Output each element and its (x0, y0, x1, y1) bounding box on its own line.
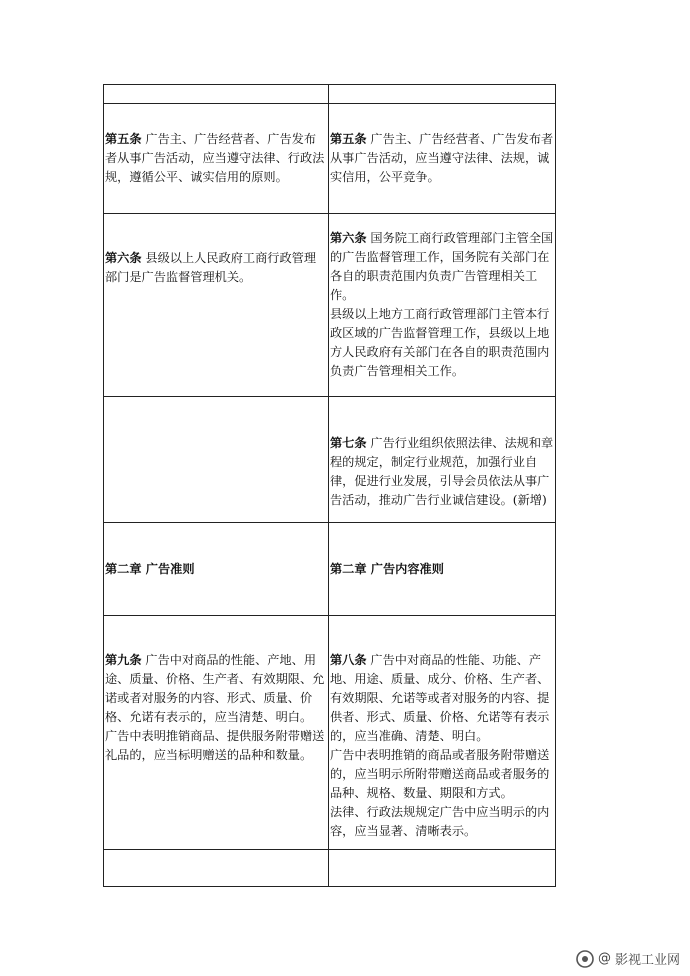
cell-right (329, 850, 556, 887)
cell-right (329, 214, 556, 397)
cell-left (104, 104, 329, 214)
cell-left (104, 85, 329, 104)
cell-left (104, 397, 329, 523)
chapter-heading: 第二章 广告准则 (105, 561, 195, 576)
table-row (104, 214, 556, 397)
cell-right (329, 616, 556, 850)
watermark (576, 949, 680, 968)
cell-right (329, 523, 556, 616)
article-paragraph: 第七条 广告行业组织依照法律、法规和章程的规定，制定行业规范，加强行业自律，促进行业发展，引导会员依法从事广告活动，推动广告行业诚信建设。(新增) (330, 436, 554, 507)
article-paragraph: 第五条 广告主、广告经营者、广告发布者从事广告活动，应当遵守法律、行政法规，遵循公平、诚实信用的原则。 (105, 132, 325, 184)
article-paragraph: 广告中表明推销商品、提供服务附带赠送礼品的，应当标明赠送的品种和数量。 (105, 729, 325, 762)
cell-right (329, 85, 556, 104)
article-paragraph: 广告中表明推销的商品或者服务附带赠送的，应当明示所附带赠送商品或者服务的品种、规格、数量、期限和方式。 (330, 748, 550, 800)
cell-left (104, 523, 329, 616)
article-paragraph: 第八条 广告中对商品的性能、功能、产地、用途、质量、成分、价格、生产者、有效期限、允诺等或者对服务的内容、提供者、形式、质量、价格、允诺等有表示的，应当准确、清楚、明白。 (330, 653, 550, 743)
article-paragraph: 县级以上地方工商行政管理部门主管本行政区域的广告监督管理工作，县级以上地方人民政府有关部门在各自的职责范围内负责广告管理相关工作。 (330, 307, 550, 378)
article-paragraph: 第六条 县级以上人民政府工商行政管理部门是广告监督管理机关。 (105, 251, 317, 284)
comparison-table (103, 84, 556, 887)
cell-left (104, 214, 329, 397)
chapter-heading: 第二章 广告内容准则 (330, 561, 444, 576)
cell-right (329, 104, 556, 214)
table-row (104, 616, 556, 850)
watermark-logo-icon (576, 950, 594, 968)
table-row (104, 397, 556, 523)
cell-left (104, 850, 329, 887)
watermark-text: 影视工业网 (614, 953, 680, 968)
table-row (104, 85, 556, 104)
table-row (104, 850, 556, 887)
watermark-prefix: @ (597, 951, 611, 966)
article-paragraph: 法律、行政法规规定广告中应当明示的内容，应当显著、清晰表示。 (330, 805, 550, 838)
cell-left (104, 616, 329, 850)
cell-right (329, 397, 556, 523)
article-paragraph: 第六条 国务院工商行政管理部门主管全国的广告监督管理工作，国务院有关部门在各自的职责范围内负责广告管理相关工作。 (330, 231, 554, 302)
table-row (104, 104, 556, 214)
table-row (104, 523, 556, 616)
article-paragraph: 第五条 广告主、广告经营者、广告发布者从事广告活动，应当遵守法律、法规，诚实信用，公平竞争。 (330, 132, 554, 184)
article-paragraph: 第九条 广告中对商品的性能、产地、用途、质量、价格、生产者、有效期限、允诺或者对服务的内容、形式、质量、价格、允诺有表示的，应当清楚、明白。 (105, 653, 325, 724)
